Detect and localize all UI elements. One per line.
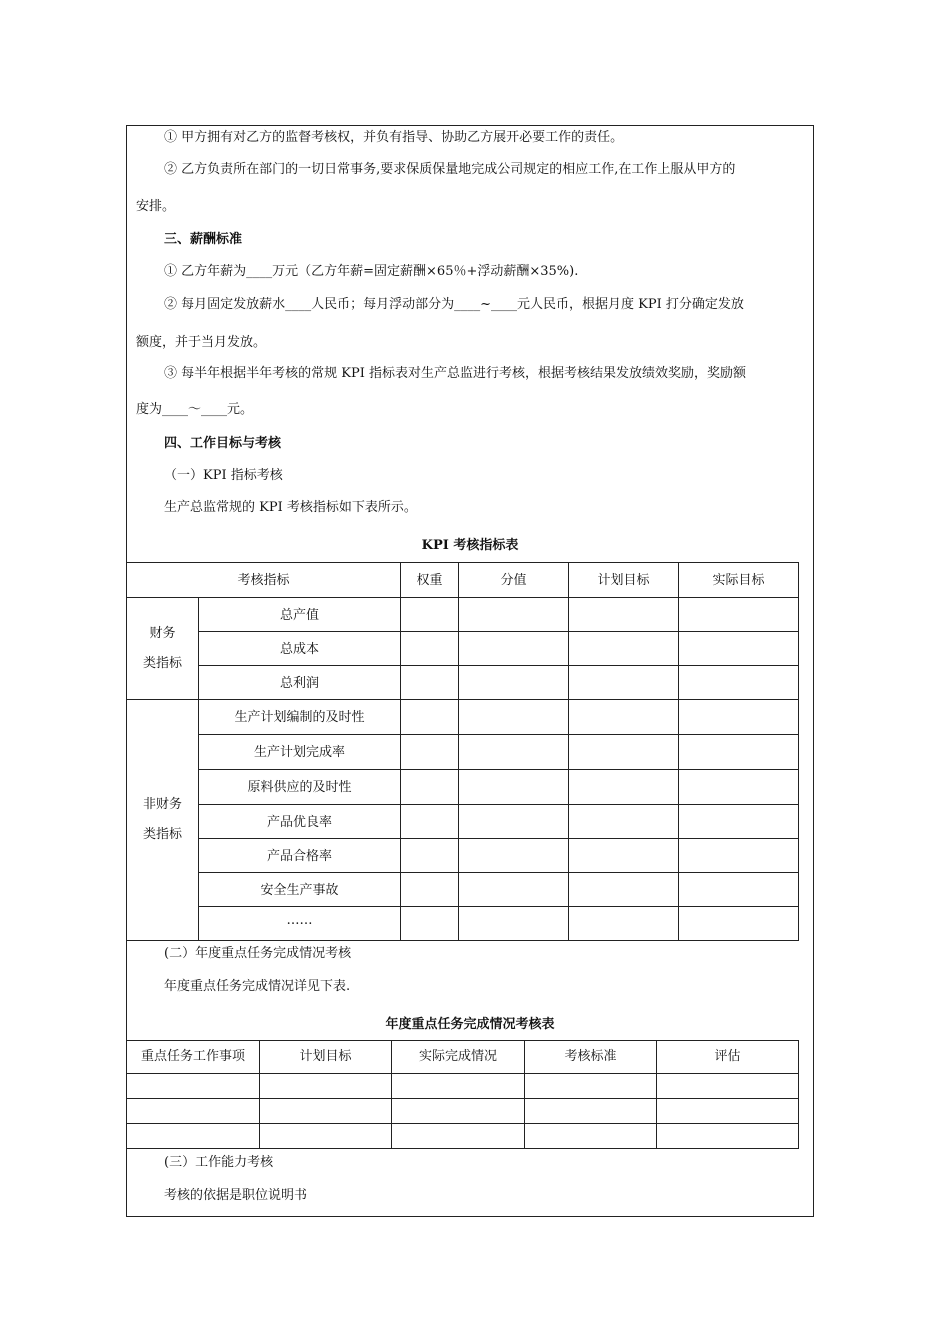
clause-2-line-2: 安排。 — [136, 199, 176, 214]
salary-clause-2-line-2: 额度，并于当月发放。 — [136, 335, 267, 350]
kpi-item: …… — [199, 907, 401, 941]
table-row — [127, 770, 799, 805]
kpi-table — [126, 562, 799, 941]
table-row — [127, 839, 799, 873]
financial-group-label-1: 财务 — [149, 625, 176, 641]
financial-group-label-2: 类指标 — [142, 655, 182, 671]
kpi-header-actual: 实际目标 — [679, 563, 799, 598]
task-header-item: 重点任务工作事项 — [127, 1041, 260, 1074]
non-financial-group-label-2: 类指标 — [142, 827, 182, 842]
kpi-item: 原料供应的及时性 — [199, 770, 401, 805]
salary-clause-1: ① 乙方年薪为____万元（乙方年薪=固定薪酬×65％+浮动薪酬×35%). — [164, 264, 579, 279]
kpi-item: 产品合格率 — [199, 839, 401, 873]
table-row — [127, 632, 799, 666]
non-financial-group-label-1: 非财务 — [142, 797, 182, 812]
subsection-tasks-heading: (二）年度重点任务完成情况考核 — [164, 946, 352, 961]
task-header-plan: 计划目标 — [260, 1041, 392, 1074]
clause-2-line-1: ② 乙方负责所在部门的一切日常事务,要求保质保量地完成公司规定的相应工作,在工作上服从甲方的 — [164, 162, 736, 177]
task-header-evaluation: 评估 — [657, 1041, 799, 1074]
kpi-table-caption: KPI 考核指标表 — [421, 538, 519, 553]
kpi-item: 产品优良率 — [199, 805, 401, 839]
table-row — [127, 907, 799, 941]
kpi-intro-text: 生产总监常规的 KPI 考核指标如下表所示。 — [164, 500, 417, 515]
table-row — [127, 1099, 799, 1124]
section-4-heading: 四、工作目标与考核 — [164, 436, 282, 451]
kpi-item: 生产计划完成率 — [199, 735, 401, 770]
task-table-caption: 年度重点任务完成情况考核表 — [385, 1017, 555, 1032]
financial-group-cell — [127, 598, 199, 700]
table-row — [127, 1124, 799, 1149]
salary-clause-3-line-2: 度为____～____元。 — [136, 402, 254, 417]
table-row — [127, 873, 799, 907]
subsection-ability-heading: (三）工作能力考核 — [164, 1155, 274, 1170]
kpi-item: 总成本 — [199, 632, 401, 666]
kpi-header-indicator: 考核指标 — [127, 563, 401, 598]
subsection-kpi-heading: （一）KPI 指标考核 — [164, 468, 283, 483]
kpi-header-weight: 权重 — [401, 563, 459, 598]
non-financial-group-cell — [127, 700, 199, 941]
table-row — [127, 805, 799, 839]
table-row — [127, 666, 799, 700]
task-table — [126, 1040, 799, 1149]
tasks-intro-text: 年度重点任务完成情况详见下表. — [164, 979, 351, 994]
table-row — [127, 735, 799, 770]
kpi-item: 总利润 — [199, 666, 401, 700]
salary-clause-3-line-1: ③ 每半年根据半年考核的常规 KPI 指标表对生产总监进行考核，根据考核结果发放绩效奖励，奖励额 — [164, 366, 746, 381]
kpi-item: 生产计划编制的及时性 — [199, 700, 401, 735]
section-3-heading: 三、薪酬标准 — [164, 232, 243, 247]
table-row — [127, 700, 799, 735]
kpi-item: 总产值 — [199, 598, 401, 632]
table-row — [127, 598, 799, 632]
task-header-standard: 考核标准 — [525, 1041, 657, 1074]
kpi-header-plan: 计划目标 — [569, 563, 679, 598]
clause-1: ① 甲方拥有对乙方的监督考核权，并负有指导、协助乙方展开必要工作的责任。 — [164, 130, 624, 145]
table-row — [127, 1074, 799, 1099]
kpi-header-row — [127, 563, 799, 598]
kpi-item: 安全生产事故 — [199, 873, 401, 907]
task-header-row — [127, 1041, 799, 1074]
ability-basis-text: 考核的依据是职位说明书 — [164, 1188, 308, 1203]
task-header-actual: 实际完成情况 — [392, 1041, 525, 1074]
kpi-header-score: 分值 — [459, 563, 569, 598]
salary-clause-2-line-1: ② 每月固定发放薪水____人民币；每月浮动部分为____~____元人民币，根据月度 KPI 打分确定发放 — [164, 297, 744, 312]
